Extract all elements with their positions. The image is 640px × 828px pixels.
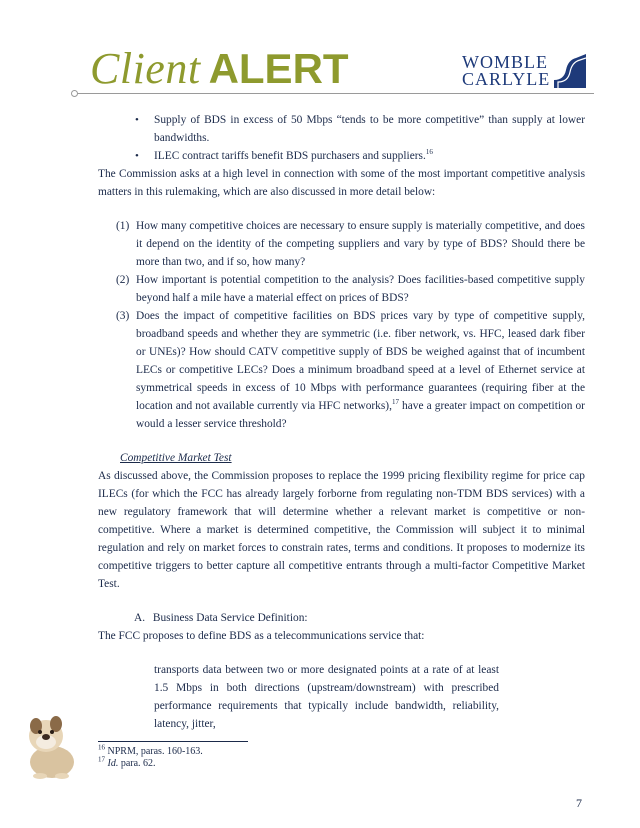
question-text: How many competitive choices are necessary to ensure supply is materially competitive, and does it depend on the identity of the competing suppliers and vary by type of BDS? Should there be more than two, and if so, how many? <box>136 220 585 268</box>
section-letter: A. <box>134 612 146 624</box>
bullet-item <box>98 147 585 165</box>
footnote-text: para. 62. <box>118 758 156 769</box>
market-test-paragraph: As discussed above, the Commission proposes to replace the 1999 pricing flexibility regime for price cap ILECs (for which the FCC has already largely forborne from regulating non-TDM BDS services) with a new regulatory framework that will determine whether a relevant market is competitive or non-competitive. Where a market is determined competitive, the Commission will subject it to minimal regulation and rely on market forces to constrain rates, terms and conditions. It proposes to modernize its competitive triggers to better capture all competitive entrants through a multi-factor Competitive Market Test. <box>98 470 585 590</box>
header-rule-knob <box>71 90 78 97</box>
bullet-item <box>98 111 585 147</box>
question-text: Does the impact of competitive facilities on BDS prices vary by type of competitive supply, broadband speeds and whether they are symmetric (i.e. fiber network, vs. HFC, leased dark fiber or UNEs)? How should CATV competitive supply of BDS be weighed against that of incumbent LECs or competitive LECs? Does a minimum broadband speed at a level of Ethernet service at symmetrical speeds in excess of 10 Mbps with performance guarantees (requiring fiber at the location and not available currently via HFC networks), <box>136 310 585 412</box>
bullet-text: ILEC contract tariffs benefit BDS purchasers and suppliers. <box>154 150 426 162</box>
footnote-number: 17 <box>98 755 105 764</box>
logo-line-1: WOMBLE <box>462 52 548 72</box>
footnote-16 <box>98 743 203 758</box>
intro-paragraph: The Commission asks at a high level in connection with some of the most important competitive analysis matters in this rulemaking, which are also discussed in more detail below: <box>98 168 585 198</box>
document-body <box>98 111 585 733</box>
title-alert: ALERT <box>208 45 349 92</box>
logo-wordmark <box>462 54 550 88</box>
definition-intro: The FCC proposes to define BDS as a telecommunications service that: <box>98 630 425 642</box>
question-number: (1) <box>116 220 130 232</box>
womble-carlyle-logo <box>462 54 592 90</box>
footnote-number: 16 <box>98 743 105 752</box>
question-number: (2) <box>116 274 130 286</box>
footnotes <box>98 743 203 770</box>
question-item <box>98 217 585 271</box>
footnote-text: NPRM, paras. 160-163. <box>107 746 203 757</box>
bullet-icon: • <box>135 114 139 126</box>
competitive-market-test-heading <box>98 449 585 467</box>
client-alert-title <box>90 44 349 94</box>
footnote-rule <box>98 741 248 742</box>
logo-column-icon <box>554 54 586 88</box>
page-header <box>0 0 640 100</box>
bullet-icon: • <box>135 150 139 162</box>
footnote-ref: 17 <box>391 398 399 407</box>
section-a-heading <box>98 609 585 627</box>
question-text-continued: have a greater impact on competition or would a lesser service threshold? <box>136 400 585 430</box>
logo-line-2: CARLYLE <box>462 69 551 89</box>
question-item <box>98 307 585 433</box>
footnote-17 <box>98 755 203 770</box>
definition-quote: transports data between two or more designated points at a rate of at least 1.5 Mbps in both directions (upstream/downstream) with prescribed performance requirements that typically include bandwidth, reliability, latency, jitter, <box>154 664 499 730</box>
section-title: Business Data Service Definition: <box>152 612 308 624</box>
question-text: How important is potential competition to the analysis? Does facilities-based competitive supply beyond half a mile have a material effect on prices of BDS? <box>136 274 585 304</box>
subheading-text: Competitive Market Test <box>120 452 232 464</box>
question-number: (3) <box>116 310 130 322</box>
question-item <box>98 271 585 307</box>
page-number: 7 <box>576 796 582 810</box>
title-client: Client <box>90 44 201 93</box>
footnote-italic: Id. <box>107 758 119 769</box>
bullet-text: Supply of BDS in excess of 50 Mbps “tends to be more competitive” than supply at lower bandwidths. <box>154 114 585 144</box>
bulldog-mascot-icon <box>16 706 82 780</box>
header-rule <box>74 93 594 94</box>
footnote-ref: 16 <box>425 148 433 157</box>
